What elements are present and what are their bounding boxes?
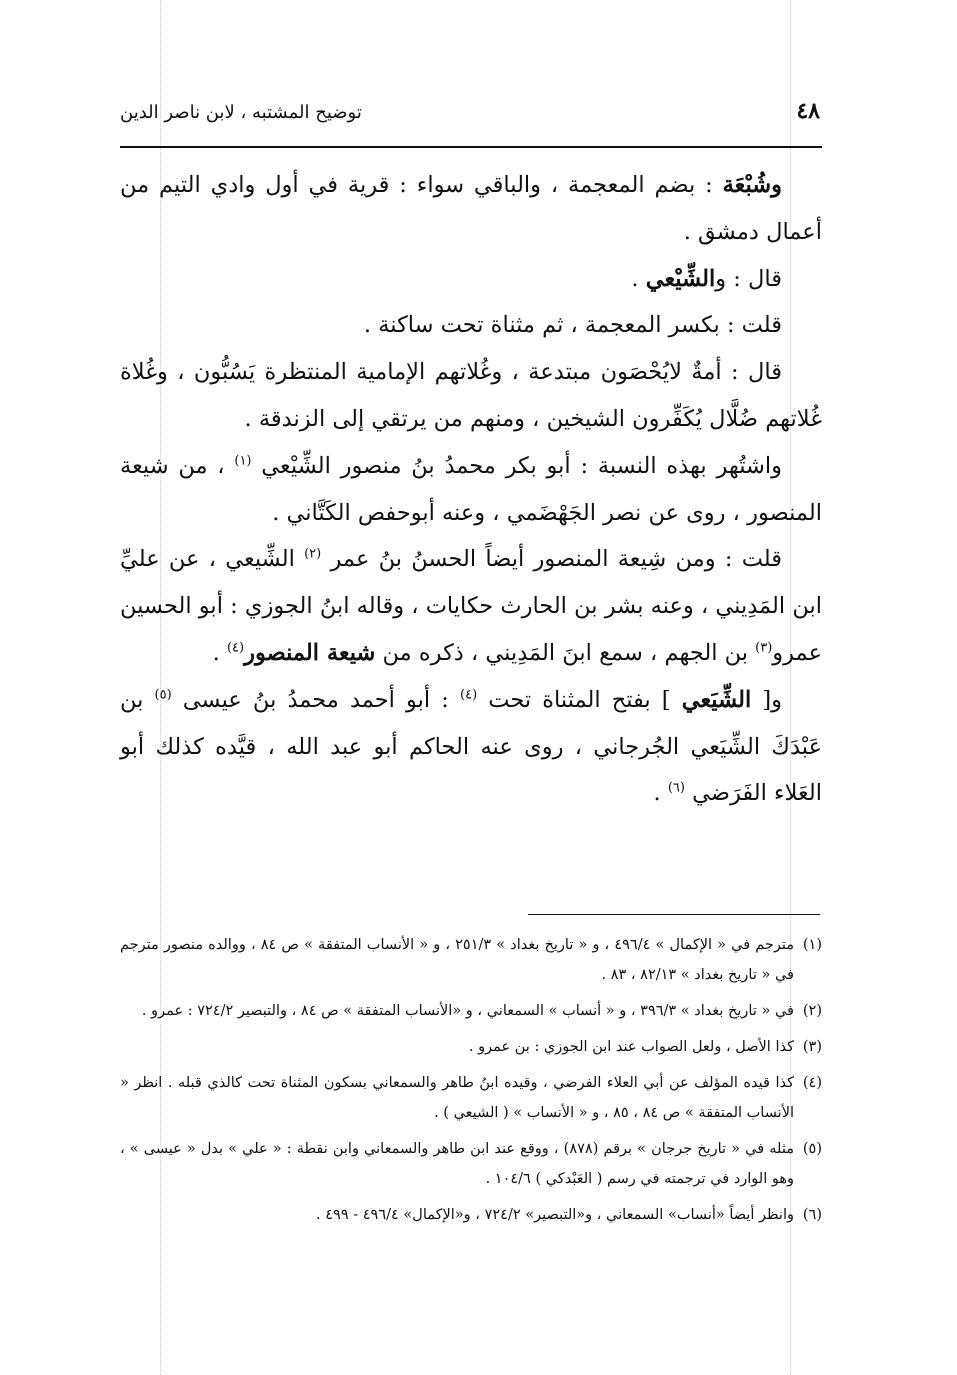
paragraph-text: و[ (751, 686, 783, 713)
paragraph-text: . (212, 639, 227, 666)
entry-heading: الشِّيْعي (645, 265, 716, 292)
paragraph-text: قال : و (715, 265, 782, 292)
footnote-ref[interactable]: (٥) (154, 687, 172, 703)
footnote (120, 1032, 822, 1062)
paragraph (120, 443, 822, 537)
footnote-ref[interactable]: (١) (234, 453, 252, 469)
paragraph-text: : أبو أحمد محمدُ بنُ عيسى (182, 686, 460, 713)
entry-heading: شيعة المنصور (244, 639, 376, 666)
footnote-ref[interactable]: (٢) (304, 546, 322, 562)
footnote-number: (٦) (802, 1207, 822, 1223)
footnote-number: (٥) (802, 1141, 822, 1157)
footnotes (120, 930, 822, 1236)
paragraph-text: . (631, 265, 646, 292)
page-header (120, 96, 820, 136)
footnote-text: في « تاريخ بغداد » ٣٩٦/٣ ، و « أنساب » السمعاني ، و «الأنساب المتفقة » ص ٨٤ ، والتبصير ٧٢٤/٢ : عمرو . (141, 1003, 794, 1019)
page-number: ٤٨ (796, 98, 820, 124)
footnote-separator (528, 914, 820, 915)
footnote-ref[interactable]: (٤) (226, 640, 245, 656)
footnote-text: مترجم في « الإكمال » ٤٩٦/٤ ، و « تاريخ بغداد » ٢٥١/٣ ، و « الأنساب المتفقة » ص ٨٤ ، ووالده منصور مترجم في « تاريخ بغداد » ٨٢/١٣ ، ٨٣ . (120, 937, 794, 983)
footnote-text: مثله في « تاريخ جرجان » برقم (٨٧٨) ، ووقع عند ابن طاهر والسمعاني وابن نقطة : « علي » بدل « عيسى » ، وهو الوارد في ترجمته في رسم ( العَبْدكي ) ١٠٤/٦ . (120, 1141, 794, 1187)
paragraph (120, 162, 822, 256)
paragraph (120, 677, 822, 817)
paragraph-text: : بضم المعجمة ، والباقي سواء : قرية في أول وادي التيم من أعمال دمشق . (120, 172, 822, 245)
footnote-number: (١) (802, 937, 822, 953)
footnote (120, 996, 822, 1026)
footnote-ref[interactable]: (٤) (460, 687, 478, 703)
paragraph (120, 536, 822, 676)
paragraph-text: واشتُهر بهذه النسبة : أبو بكر محمدُ بنُ منصور الشِّيْعي (261, 452, 782, 479)
paragraph-text: بن عَبْدَكَ الشِّيَعي الجُرجاني ، روى عنه الحاكم أبو عبد الله ، قيَّده كذلك أبو العَلاء الفَرَضي (120, 686, 822, 807)
paragraph-text: قال : أمةٌ لايُحْصَون مبتدعة ، وغُلاتهم الإمامية المنتظرة يَسُبُّون ، وغُلاة غُلاتهم ضُلَّال يُكَفِّرون الشيخين ، ومنهم من يرتقي إلى الزندقة . (120, 359, 822, 432)
footnote-text: كذا الأصل ، ولعل الصواب عند ابن الجوزي : بن عمرو . (468, 1039, 794, 1055)
paragraph-text: بن الجهم ، سمع ابنَ المَدِيني ، ذكره من (375, 639, 756, 666)
entry-heading: وشُبْعَة (722, 172, 782, 198)
paragraph-text: ] بفتح المثناة تحت (488, 686, 682, 713)
running-title: توضيح المشتبه ، لابن ناصر الدين (120, 102, 362, 123)
footnote-ref[interactable]: (٦) (667, 780, 685, 796)
footnote-number: (٣) (802, 1039, 822, 1055)
main-text (120, 162, 822, 817)
footnote-text: وانظر أيضاً «أنساب» السمعاني ، و«التبصير» ٧٢٤/٢ ، و«الإكمال» ٤٩٦/٤ - ٤٩٩ . (316, 1207, 794, 1223)
paragraph-text: . (653, 780, 668, 807)
paragraph-text: قلت : ومن شِيعة المنصور أيضاً الحسنُ بنُ عمر (330, 546, 782, 573)
footnote-number: (٤) (802, 1075, 822, 1091)
header-rule (120, 146, 822, 148)
paragraph-text: الشِّيعي ، عن عليِّ ابن المَدِيني ، وعنه بشر بن الحارث حكايات ، وقاله ابنُ الجوزي : أبو الحسين عمرو (120, 546, 822, 666)
footnote (120, 1200, 822, 1230)
footnote-ref[interactable]: (٣) (755, 640, 773, 656)
footnote (120, 1068, 822, 1128)
footnote-number: (٢) (802, 1003, 822, 1019)
footnote (120, 1134, 822, 1194)
paragraph (120, 302, 822, 349)
paragraph (120, 256, 822, 303)
paragraph (120, 349, 822, 443)
footnote-text: كذا قيده المؤلف عن أبي العلاء الفرضي ، وقيده ابنُ طاهر والسمعاني بسكون المثناة تحت كالذي قبله . انظر « الأنساب المتفقة » ص ٨٤ ، ٨٥ ، و « الأنساب » ( الشيعي ) . (120, 1075, 794, 1121)
footnote (120, 930, 822, 990)
paragraph-text: ، من شيعة المنصور ، روى عن نصر الجَهْضَمي ، وعنه أبوحفص الكَتَّاني . (120, 452, 822, 526)
entry-heading: الشِّيَعي (681, 686, 752, 713)
paragraph-text: قلت : بكسر المعجمة ، ثم مثناة تحت ساكنة . (363, 312, 782, 339)
